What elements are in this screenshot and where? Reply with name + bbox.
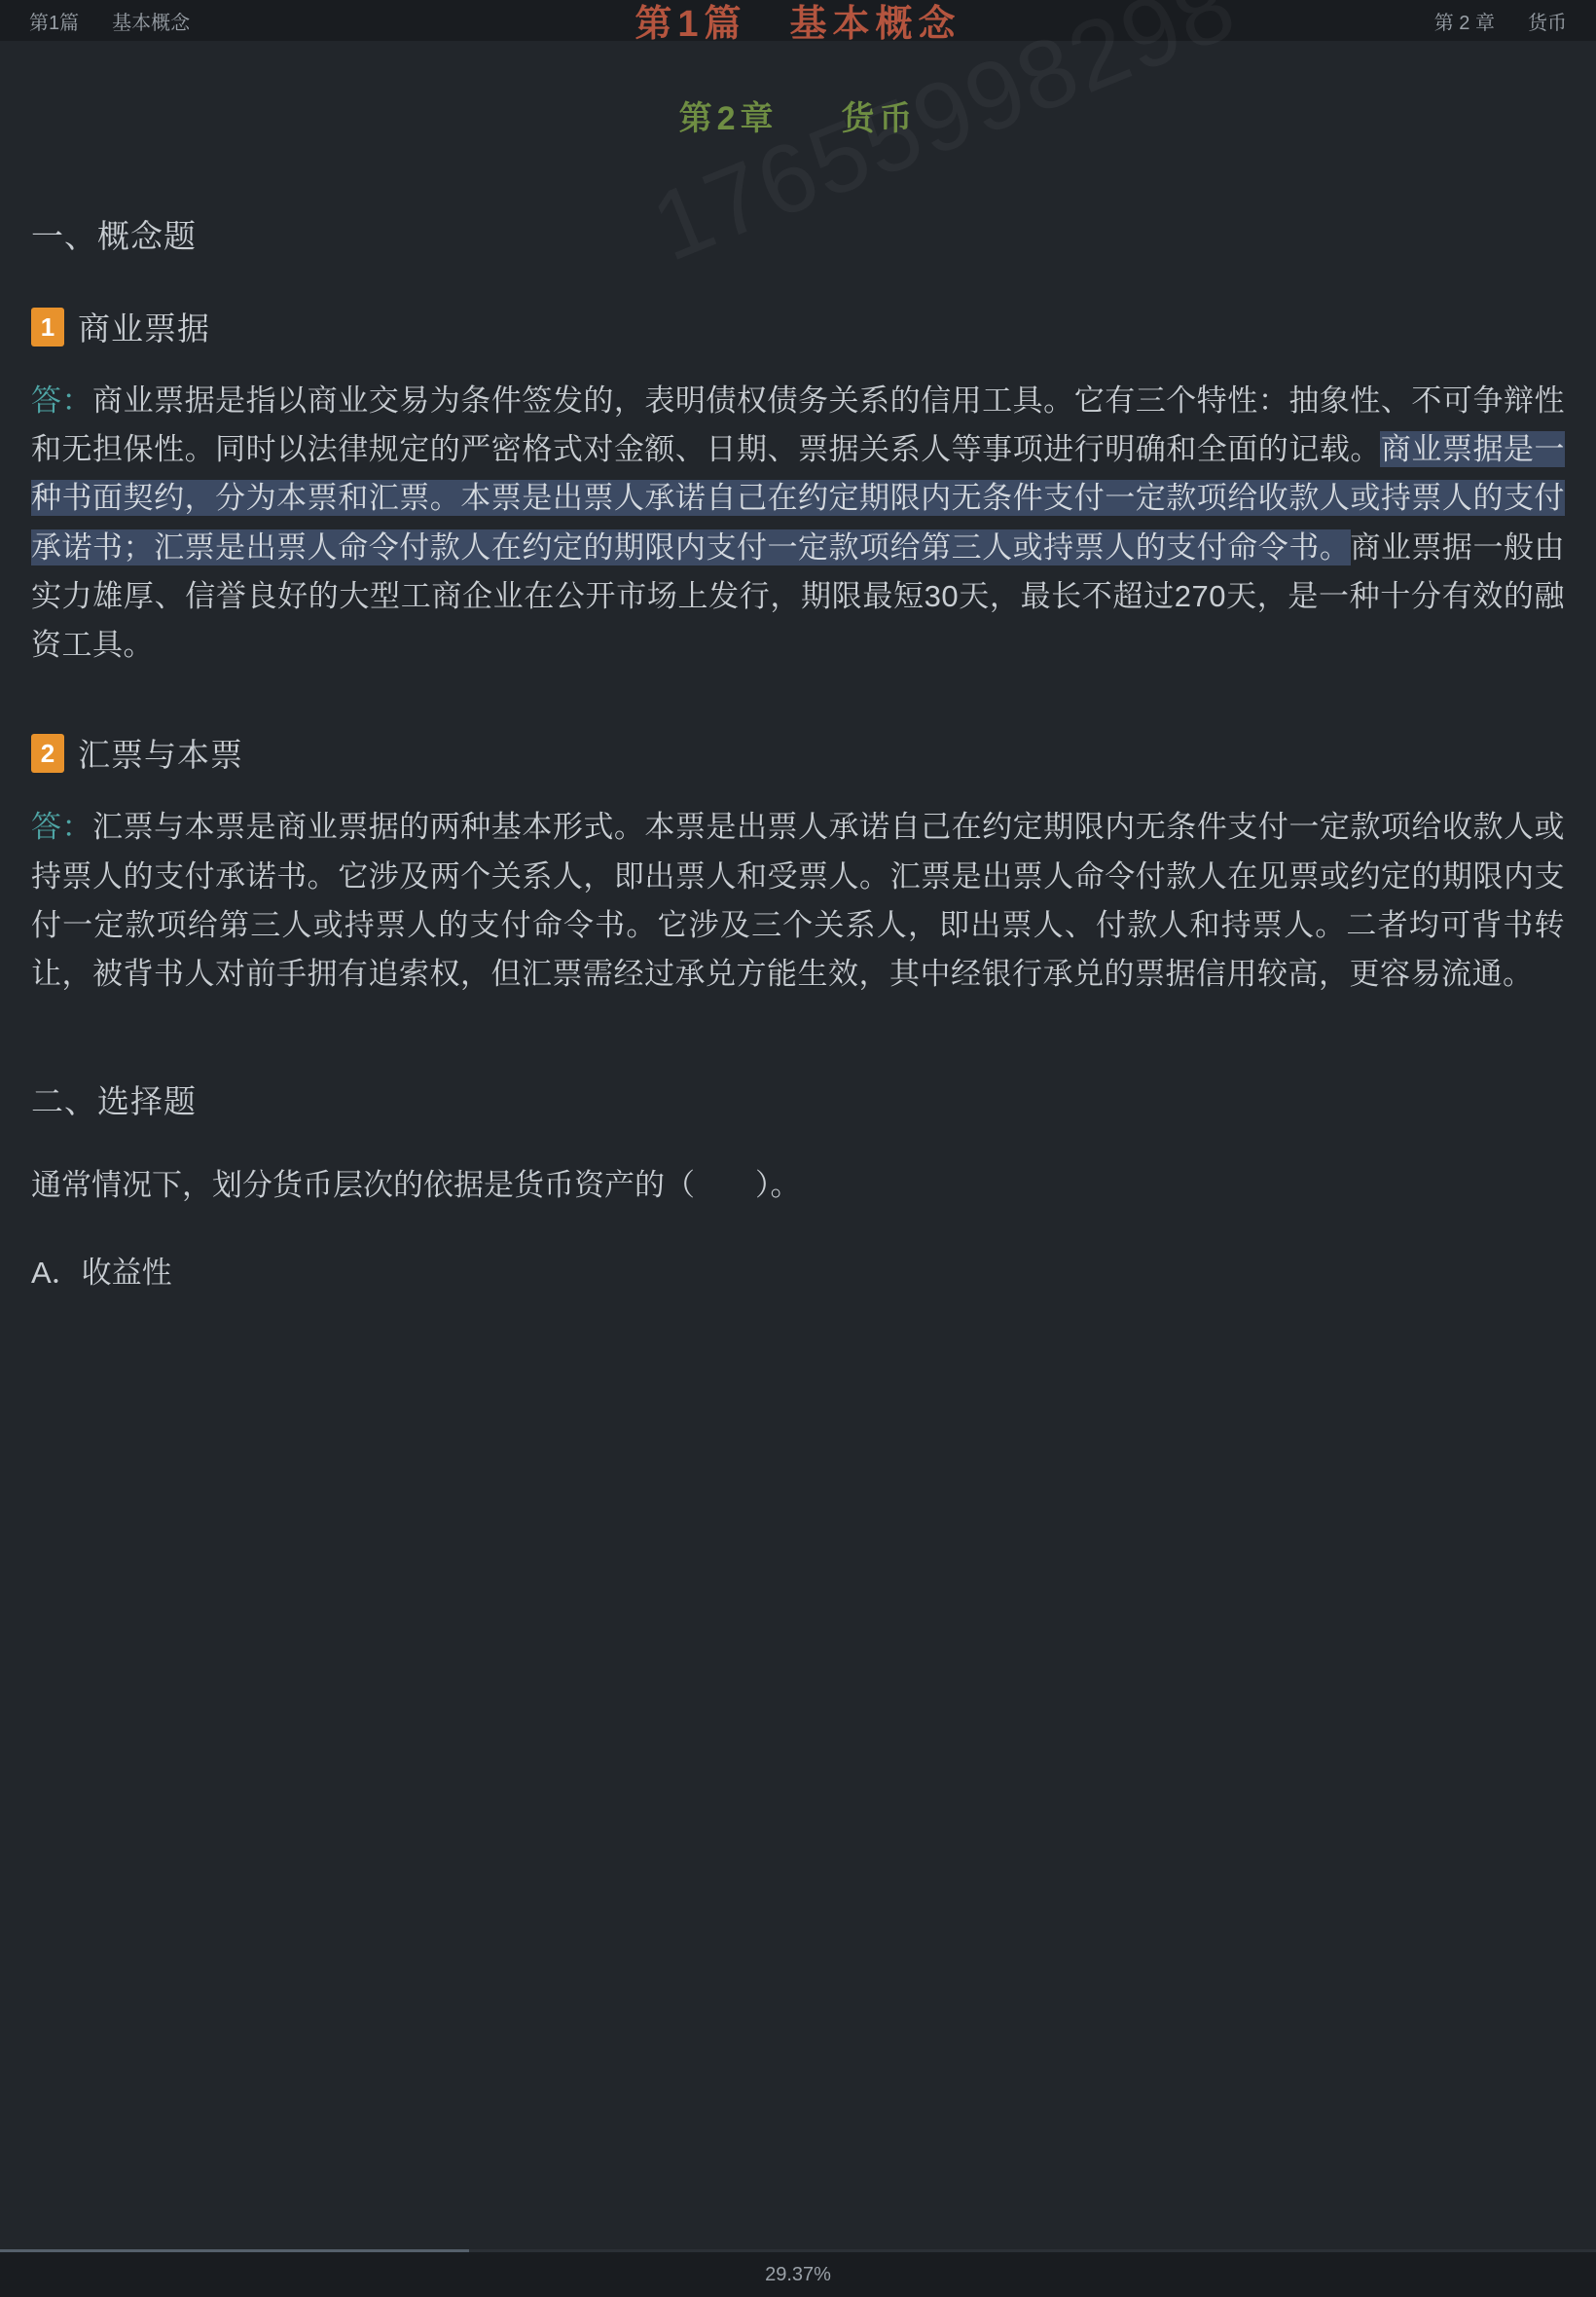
answer-text-part1: 汇票与本票是商业票据的两种基本形式。本票是出票人承诺自己在约定期限内无条件支付一定款项给收款人或持票人的支付承诺书。它涉及两个关系人，即出票人和受票人。汇票是出票人命令付款人在见票或约定的期限内支付一定款项给第三人或持票人的支付命令书。它涉及三个关系人，即出票人、付款人和持票人。二者均可背书转让，被背书人对前手拥有追索权，但汇票需经过承兑方能生效，其中经银行承兑的票据信用较高，更容易流通。 bbox=[31, 810, 1566, 991]
question-header-1 bbox=[31, 304, 1565, 349]
topbar-chapter-number: 第 2 章 bbox=[1433, 12, 1495, 34]
answer-text-highlighted[interactable]: 商业票据是一种书面契约，分为本票和汇票。本票是出票人承诺自己在约定期限内无条件支付一定款项给收款人或持票人的支付承诺书；汇票是出票人命令付款人在约定的期限内支付一定款项给第三人或持票人的支付命令书。 bbox=[31, 432, 1566, 565]
chapter-title bbox=[31, 91, 1565, 139]
question-header-2 bbox=[31, 730, 1565, 776]
question-title: 商业票据 bbox=[78, 310, 210, 346]
choice-option-a[interactable]: A．收益性 bbox=[31, 1256, 172, 1291]
answer-text-part2: 商业票据一般由实力雄厚、信誉良好的大型工商企业在公开市场上发行，期限最短30天，最长不超过270天，是一种十分有效的融资工具。 bbox=[31, 529, 1565, 663]
choice-question-text: 通常情况下，划分货币层次的依据是货币资产的（ ）。 bbox=[31, 1168, 801, 1203]
answer-label: 答： bbox=[31, 810, 93, 845]
answer-text-part1: 商业票据是指以商业交易为条件签发的，表明债权债务关系的信用工具。它有三个特性：抽象性、不可争辩性和无担保性。同时以法律规定的严密格式对金额、日期、票据关系人等事项进行明确和全面的记载。 bbox=[31, 383, 1566, 467]
chapter-title-name: 货币 bbox=[841, 100, 918, 137]
progress-percent-label: 29.37% bbox=[765, 2263, 831, 2285]
question-title: 汇票与本票 bbox=[78, 737, 243, 774]
answer-label: 答： bbox=[31, 383, 93, 418]
bottom-status-bar bbox=[0, 2252, 1596, 2297]
part-title: 第1篇 基本概念 bbox=[635, 4, 961, 41]
question-number-badge: 1 bbox=[31, 308, 64, 346]
topbar-section-label: 基本概念 bbox=[112, 12, 191, 34]
answer-paragraph-2 bbox=[31, 803, 1565, 999]
answer-paragraph-1 bbox=[31, 377, 1565, 670]
section-heading-choice: 二、选择题 bbox=[31, 1083, 197, 1120]
topbar-part-label: 第1篇 bbox=[29, 12, 80, 34]
chapter-title-number: 第2章 bbox=[678, 100, 779, 137]
question-number-badge: 2 bbox=[31, 734, 64, 773]
section-heading-concepts: 一、概念题 bbox=[31, 218, 197, 254]
topbar-chapter-name: 货币 bbox=[1528, 12, 1567, 34]
